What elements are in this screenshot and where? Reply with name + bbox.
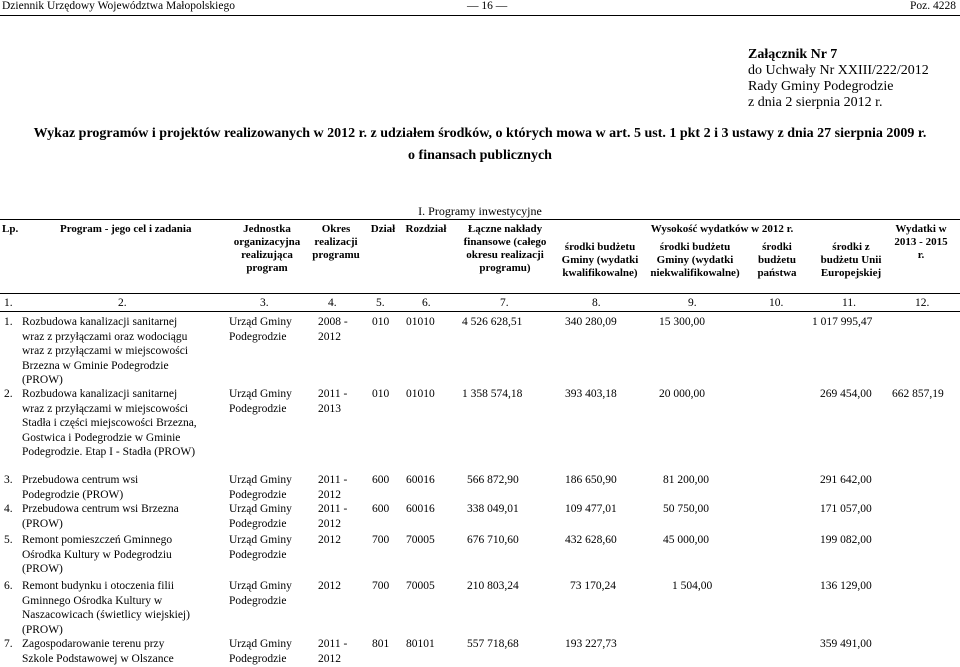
row-rozdzial: 70005 xyxy=(406,534,435,546)
row-dzial: 010 xyxy=(372,388,390,400)
row-k2: 20 000,00 xyxy=(659,388,705,400)
col-unit: Jednostka organizacyjna realizująca program xyxy=(233,223,301,274)
row-rozdzial: 70005 xyxy=(406,580,435,592)
col-dzial: Dział xyxy=(370,223,396,235)
row-k4: 291 642,00 xyxy=(820,474,872,486)
column-number: 12. xyxy=(915,297,930,309)
row-program: Zagospodarowanie terenu przy Szkole Podstawowej w Olszance xyxy=(22,638,174,665)
row-lp: 2. xyxy=(4,388,13,400)
row-k1: 186 650,90 xyxy=(565,474,617,486)
row-k1: 393 403,18 xyxy=(565,388,617,400)
row-k4: 269 454,00 xyxy=(820,388,872,400)
row-k1: 109 477,01 xyxy=(565,503,617,515)
row-k2: 81 200,00 xyxy=(663,474,709,486)
col-period: Okres realizacji programu xyxy=(312,223,360,261)
row-lp: 5. xyxy=(4,534,13,546)
row-unit: Urząd Gminy Podegrodzie xyxy=(229,638,292,665)
row-k2: 50 750,00 xyxy=(663,503,709,515)
row-program: Remont budynku i otoczenia filii Gminnego Ośrodka Kultury w Naszacowicach (świetlicy wiejskiej) (PROW) xyxy=(22,580,190,636)
document-title-cont: o finansach publicznych xyxy=(408,148,552,163)
page-header xyxy=(0,0,960,16)
column-number: 1. xyxy=(4,297,13,309)
row-program: Przebudowa centrum wsi Brzezna (PROW) xyxy=(22,503,179,530)
row-program: Remont pomieszczeń Gminnego Ośrodka Kultury w Podegrodziu (PROW) xyxy=(22,534,173,575)
row-program: Rozbudowa kanalizacji sanitarnej wraz z przyłączami w miejscowości Stadła i części miejscowości Brzezna, Gostwica i Podegrodzie w Gminie Podegrodzie. Etap I - Stadła (PROW) xyxy=(22,388,197,458)
numbers-bottom-rule xyxy=(0,311,960,312)
column-number: 5. xyxy=(376,297,385,309)
row-k1: 340 280,09 xyxy=(565,316,617,328)
row-total: 210 803,24 xyxy=(467,580,519,592)
column-number: 11. xyxy=(842,297,856,309)
column-number: 6. xyxy=(422,297,431,309)
col-rozdzial: Rozdział xyxy=(405,223,447,235)
row-unit: Urząd Gminy Podegrodzie xyxy=(229,534,292,561)
col-sub3: środki budżetu państwa xyxy=(757,241,797,279)
row-k4: 199 082,00 xyxy=(820,534,872,546)
page-number: — 16 — xyxy=(467,0,508,12)
row-rozdzial: 60016 xyxy=(406,474,435,486)
row-dzial: 600 xyxy=(372,503,390,515)
annex-title: Załącznik Nr 7 xyxy=(748,47,838,62)
row-program: Rozbudowa kanalizacji sanitarnej wraz z przyłączami oraz wodociągu wraz z przyłączami w miejscowości Brzezna w Gminie Podegrodzie (PROW) xyxy=(22,316,189,386)
col-total: Łączne nakłady finansowe (całego okresu realizacji programu) xyxy=(463,223,547,274)
row-lp: 3. xyxy=(4,474,13,486)
row-k2: 45 000,00 xyxy=(663,534,709,546)
col-sub1: środki budżetu Gminy (wydatki kwalifikowalne) xyxy=(561,241,639,279)
annex-council: Rady Gminy Podegrodzie xyxy=(748,79,894,94)
numbers-top-rule xyxy=(0,293,960,294)
col-lp: Lp. xyxy=(2,223,19,235)
annex-resolution: do Uchwały Nr XXIII/222/2012 xyxy=(748,63,929,78)
row-k4: 359 491,00 xyxy=(820,638,872,650)
row-k4: 171 057,00 xyxy=(820,503,872,515)
row-period: 2011 - 2012 xyxy=(318,503,348,530)
row-k1: 193 227,73 xyxy=(565,638,617,650)
row-period: 2012 xyxy=(318,534,341,546)
row-rozdzial: 01010 xyxy=(406,388,435,400)
row-unit: Urząd Gminy Podegrodzie xyxy=(229,388,292,415)
row-lp: 1. xyxy=(4,316,13,328)
row-dzial: 801 xyxy=(372,638,390,650)
journal-name: Dziennik Urzędowy Województwa Małopolskiego xyxy=(2,0,235,12)
col-sub4: środki z budżetu Unii Europejskiej xyxy=(820,241,882,279)
annex-block xyxy=(748,47,929,111)
col-program: Program - jego cel i zadania xyxy=(60,223,192,235)
row-program: Przebudowa centrum wsi Podegrodzie (PROW) xyxy=(22,474,139,501)
row-period: 2008 - 2012 xyxy=(318,316,348,343)
row-period: 2011 - 2012 xyxy=(318,638,348,665)
row-later: 662 857,19 xyxy=(892,388,944,400)
section-title: I. Programy inwestycyjne xyxy=(418,204,542,218)
row-unit: Urząd Gminy Podegrodzie xyxy=(229,316,292,343)
row-total: 566 872,90 xyxy=(467,474,519,486)
row-dzial: 010 xyxy=(372,316,390,328)
column-number: 4. xyxy=(328,297,337,309)
row-dzial: 700 xyxy=(372,580,390,592)
col-wysokosc: Wysokość wydatków w 2012 r. xyxy=(650,223,794,235)
row-rozdzial: 60016 xyxy=(406,503,435,515)
column-number: 10. xyxy=(769,297,784,309)
row-total: 557 718,68 xyxy=(467,638,519,650)
row-period: 2012 xyxy=(318,580,341,592)
row-k4: 1 017 995,47 xyxy=(812,316,873,328)
document-title: Wykaz programów i projektów realizowanych w 2012 r. z udziałem środków, o których mowa w art. 5 ust. 1 pkt 2 i 3 ustawy z dnia 27 sierpnia 2009 r. xyxy=(33,126,927,141)
row-k2: 15 300,00 xyxy=(659,316,705,328)
row-lp: 4. xyxy=(4,503,13,515)
section-divider xyxy=(0,219,960,220)
row-unit: Urząd Gminy Podegrodzie xyxy=(229,503,292,530)
row-total: 4 526 628,51 xyxy=(462,316,523,328)
position-number: Poz. 4228 xyxy=(910,0,956,12)
row-rozdzial: 01010 xyxy=(406,316,435,328)
row-lp: 7. xyxy=(4,638,13,650)
row-dzial: 600 xyxy=(372,474,390,486)
row-k1: 73 170,24 xyxy=(570,580,616,592)
row-dzial: 700 xyxy=(372,534,390,546)
column-number: 3. xyxy=(260,297,269,309)
row-k2: 1 504,00 xyxy=(672,580,713,592)
header-divider xyxy=(0,15,960,16)
row-k4: 136 129,00 xyxy=(820,580,872,592)
column-number: 9. xyxy=(688,297,697,309)
col-later: Wydatki w 2013 - 2015 r. xyxy=(894,223,948,261)
row-total: 1 358 574,18 xyxy=(462,388,523,400)
col-sub2: środki budżetu Gminy (wydatki niekwalifikowalne) xyxy=(650,241,740,279)
column-number: 2. xyxy=(118,297,127,309)
row-period: 2011 - 2012 xyxy=(318,474,348,501)
row-total: 338 049,01 xyxy=(467,503,519,515)
row-lp: 6. xyxy=(4,580,13,592)
column-number: 8. xyxy=(592,297,601,309)
row-unit: Urząd Gminy Podegrodzie xyxy=(229,580,292,607)
column-number: 7. xyxy=(500,297,509,309)
row-k1: 432 628,60 xyxy=(565,534,617,546)
row-unit: Urząd Gminy Podegrodzie xyxy=(229,474,292,501)
row-total: 676 710,60 xyxy=(467,534,519,546)
row-rozdzial: 80101 xyxy=(406,638,435,650)
annex-date: z dnia 2 sierpnia 2012 r. xyxy=(748,95,883,110)
row-period: 2011 - 2013 xyxy=(318,388,348,415)
